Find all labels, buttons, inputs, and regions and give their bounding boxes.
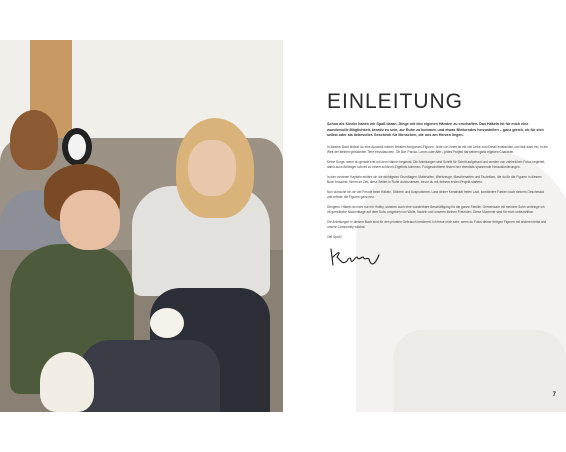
photo-page xyxy=(0,40,283,412)
signature xyxy=(327,245,387,269)
photo-boy-face xyxy=(60,190,120,250)
page-number: 7 xyxy=(552,392,556,398)
photo-lamb-toy xyxy=(40,352,94,412)
body-paragraph-6: Die Anleitungen in diesem Buch sind für den privaten Gebrauch bestimmt. Ich freue mich sehr, wenn du Fotos deiner fertigen Figuren mit anderen teilst und unsere Community wächst. xyxy=(327,219,547,229)
text-page xyxy=(283,40,566,412)
photo-boy-legs xyxy=(80,340,220,412)
photo-panda-toy xyxy=(62,128,92,166)
body-paragraph-3: In den vorderen Kapiteln erkläre ich die wichtigsten Grundlagen: Materialien, Werkzeuge, Maschenarten und Techniken, die du für die Figuren in diesem Buch brauchst. Nimm dir Zeit, diese Seiten in Ruhe durchzulesen, bevor du mit deinem ersten Projekt startest. xyxy=(327,174,542,184)
background-toys-image xyxy=(393,330,566,412)
photo-woman-face xyxy=(188,140,236,196)
closing-line: Viel Spaß! xyxy=(327,234,342,239)
body-paragraph-2: Keine Sorge, wenn du gerade erst mit dem Häkeln beginnst. Die Anleitungen sind Schritt für Schritt aufgebaut und werden von zahlreichen Fotos begleitet, damit auch Anfänger schnell zu einem schönen Ergebnis kommen. Fortgeschrittene finden hier ebenfalls spannende Herausforderungen. xyxy=(327,159,546,169)
photo-yarn-ball xyxy=(150,308,184,338)
text-content xyxy=(327,90,549,269)
body-paragraph-1: In diesem Buch findest du eine Auswahl meiner liebsten Amigurumi-Figuren. Jede von ihnen ist mit viel Liebe zum Detail entstanden und lädt dazu ein, in die Welt der kleinen gehäkelten Tiere einzutauchen. Ob Bär, Panda, Lamm oder Affe – jedes Projekt hat seinen ganz eigenen Charakter. xyxy=(327,144,548,154)
body-paragraph-5: Übrigens: Häkeln ist nicht nur ein Hobby, sondern auch eine wunderbare Beschäftigung für die ganze Familie. Gemeinsam mit meinem Sohn verbringe ich oft gemütliche Nachmittage auf dem Sofa, umgeben von Wolle, Nadeln und unseren kleinen Freunden. Diese Momente sind für mich unbezahlbar. xyxy=(327,204,545,214)
intro-paragraph: Schon als Kinder haben wir Spaß daran, Dinge mit den eigenen Händen zu erschaffen. Das Häkeln ist für mich eine wundervolle Möglichkeit, kreativ zu sein, zur Ruhe zu kommen und etwas Bleibendes herzustellen – ganz gleich, ob für sich selbst oder als liebevolles Geschenk für Menschen, die uns am Herzen liegen. xyxy=(327,122,544,138)
signature-icon xyxy=(327,245,387,269)
page-title: EINLEITUNG xyxy=(327,90,464,113)
photo-teddy-bear xyxy=(10,110,58,170)
body-paragraph-4: Nun wünsche ich dir viel Freude beim Häkeln, Stöbern und Ausprobieren. Lass deiner Kreativität freien Lauf, kombiniere Farben nach deinem Geschmack und erfinde die Figuren ganz neu. xyxy=(327,189,545,199)
book-spread xyxy=(0,40,566,412)
